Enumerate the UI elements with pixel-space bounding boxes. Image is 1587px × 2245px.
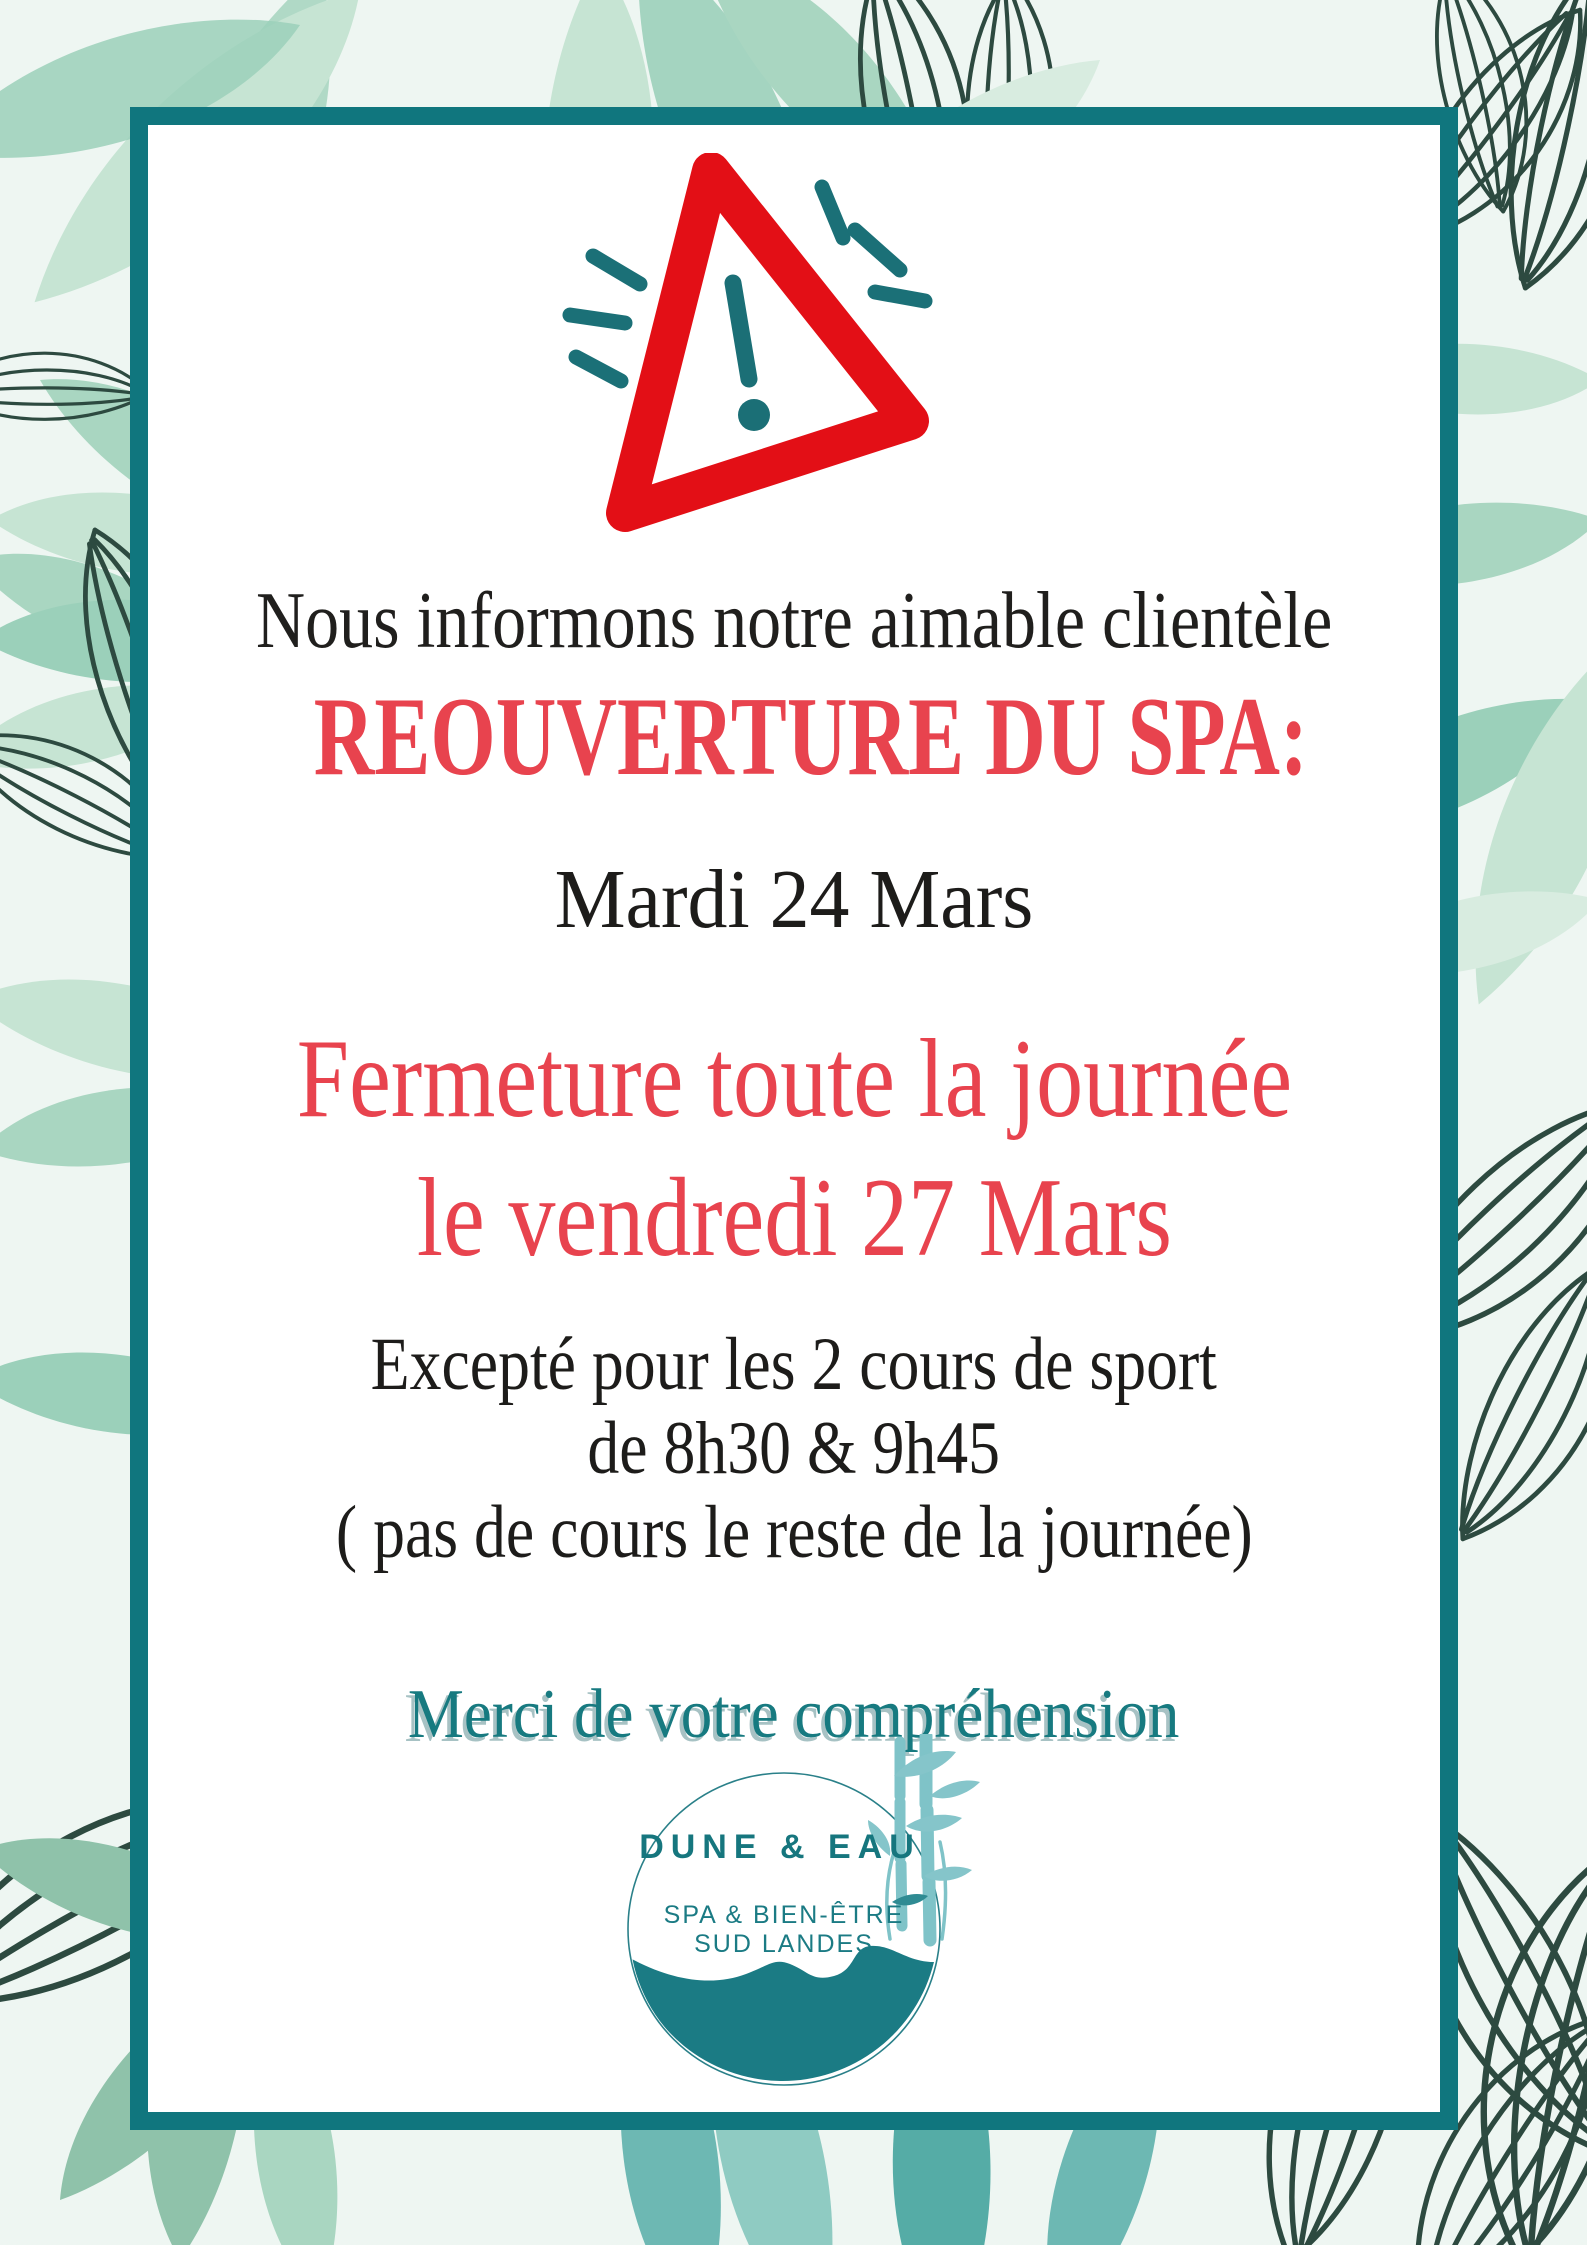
reopening-headline-line: REOUVERTURE DU SPA: [313, 675, 1308, 799]
exception-line-3: ( pas de cours le reste de la journée) [335, 1491, 1253, 1574]
logo-subtitle-1: SPA & BIEN-ÊTRE [663, 1901, 905, 1929]
closure-line-1: Fermeture toute la journée [296, 1017, 1292, 1141]
exception-note [148, 1323, 1440, 1575]
exception-line-1: Excepté pour les 2 cours de sport [370, 1323, 1218, 1406]
dune-eau-logo [594, 1734, 994, 2106]
logo-name: DUNE & EAU [639, 1828, 921, 1866]
exception-line-2: de 8h30 & 9h45 [587, 1407, 1001, 1490]
reopening-date-line: Mardi 24 Mars [554, 853, 1034, 946]
reopening-headline [148, 670, 1440, 804]
closure-line-2: le vendredi 27 Mars [416, 1155, 1172, 1280]
intro-text-line: Nous informons notre aimable clientèle [255, 577, 1333, 665]
notice-card [130, 107, 1458, 2130]
intro-text [148, 573, 1440, 669]
warning-triangle-icon [423, 153, 943, 553]
closure-notice [148, 1010, 1440, 1288]
logo-subtitle-2: SUD LANDES [694, 1930, 874, 1958]
thanks-message-line: Merci de votre compréhension [408, 1676, 1180, 1753]
reopening-date [148, 850, 1440, 951]
